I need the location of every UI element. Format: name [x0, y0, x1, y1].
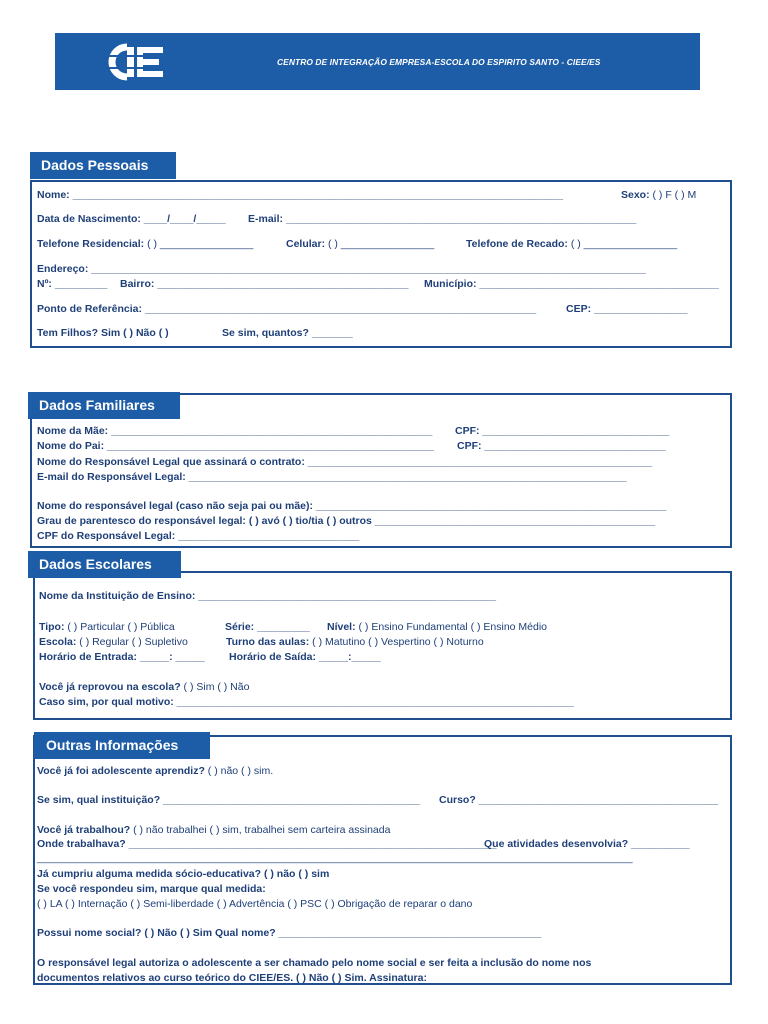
numero-field[interactable]: Nº: _________: [37, 278, 108, 290]
ciee-logo-icon: [105, 42, 171, 82]
nivel-label: Nível:: [327, 621, 356, 633]
celular-field[interactable]: [286, 238, 434, 251]
cep-field[interactable]: CEP: ________________: [566, 303, 688, 315]
recado-field[interactable]: [466, 238, 677, 251]
entrada-field[interactable]: Horário de Entrada: _____: _____: [39, 651, 205, 663]
sexo-field[interactable]: [621, 189, 696, 202]
bairro-field[interactable]: Bairro: ___________________________________________: [120, 278, 409, 290]
recado-value[interactable]: ( ) ________________: [567, 238, 678, 250]
tab-dados-familiares: Dados Familiares: [28, 392, 180, 419]
tab-dados-escolares: Dados Escolares: [28, 551, 181, 578]
tipo-field[interactable]: [39, 621, 175, 634]
email-field[interactable]: E-mail: ____________________________________________________________: [248, 213, 637, 225]
curso-field[interactable]: Curso? _________________________________________: [439, 794, 719, 806]
instituicao-aprendiz-field[interactable]: Se sim, qual instituição? ____________________________________________: [37, 794, 420, 806]
recado-label: Telefone de Recado:: [466, 238, 568, 250]
sexo-label: Sexo:: [621, 189, 650, 201]
responsavel-field[interactable]: Nome do Responsável Legal que assinará o contrato: ___________________________________________________________: [37, 456, 653, 468]
responsavel-email-field[interactable]: E-mail do Responsável Legal: ___________________________________________________________________________: [37, 471, 627, 483]
referencia-field[interactable]: Ponto de Referência: ___________________________________________________________________: [37, 303, 537, 315]
celular-label: Celular:: [286, 238, 326, 250]
municipio-field[interactable]: Município: _________________________________________: [424, 278, 719, 290]
autoriza-text-2[interactable]: documentos relativos ao curso teórico do CIEE/ES. ( ) Não ( ) Sim. Assinatura:: [37, 972, 427, 984]
medidas-options[interactable]: ( ) LA ( ) Internação ( ) Semi-liberdade ( ) Advertência ( ) PSC ( ) Obrigação de reparar o dano: [37, 898, 473, 910]
motivo-field[interactable]: Caso sim, por qual motivo: ____________________________________________________________________: [39, 696, 574, 708]
turno-options[interactable]: ( ) Matutino ( ) Vespertino ( ) Noturno: [309, 636, 484, 648]
trabalhou-label: Você já trabalhou?: [37, 824, 131, 836]
telefone-value[interactable]: ( ) ________________: [144, 238, 254, 250]
pai-cpf-field[interactable]: CPF: _______________________________: [457, 440, 666, 452]
reprovou-field[interactable]: [39, 681, 249, 694]
reprovou-options[interactable]: ( ) Sim ( ) Não: [180, 681, 250, 693]
responsavel-outro-field[interactable]: Nome do responsável legal (caso não seja pai ou mãe): ____________________________________________________________: [37, 500, 667, 512]
celular-value[interactable]: ( ) ________________: [325, 238, 435, 250]
cpf-responsavel-field[interactable]: CPF do Responsável Legal: _______________________________: [37, 530, 360, 542]
turno-label: Turno das aulas:: [226, 636, 310, 648]
mae-cpf-field[interactable]: CPF: ________________________________: [455, 425, 670, 437]
serie-field[interactable]: Série: _________: [225, 621, 310, 633]
aprendiz-options[interactable]: ( ) não ( ) sim.: [204, 765, 274, 777]
telefone-field[interactable]: [37, 238, 253, 251]
mae-field[interactable]: Nome da Mãe: _______________________________________________________: [37, 425, 433, 437]
tab-outras-informacoes: Outras Informações: [34, 732, 210, 759]
nivel-options[interactable]: ( ) Ensino Fundamental ( ) Ensino Médio: [355, 621, 548, 633]
tipo-label: Tipo:: [39, 621, 65, 633]
header-banner: [55, 33, 700, 90]
turno-field[interactable]: [226, 636, 484, 649]
medida-field[interactable]: [37, 868, 329, 881]
nivel-field[interactable]: [327, 621, 547, 634]
aprendiz-label: Você já foi adolescente aprendiz?: [37, 765, 205, 777]
filhos-field[interactable]: Tem Filhos? Sim ( ) Não ( ): [37, 327, 169, 339]
nome-field[interactable]: Nome: ____________________________________________________________________________________: [37, 189, 564, 201]
saida-field[interactable]: Horário de Saída: _____:_____: [229, 651, 381, 663]
medida-label: Já cumpriu alguma medida sócio-educativa? ( ) não ( ) sim: [37, 868, 330, 880]
sexo-options[interactable]: ( ) F ( ) M: [649, 189, 697, 201]
escola-label: Escola:: [39, 636, 77, 648]
separator-line: ______________________________________________________________________________________________________: [37, 852, 633, 864]
telefone-label: Telefone Residencial:: [37, 238, 145, 250]
escola-field[interactable]: [39, 636, 188, 649]
header-title: CENTRO DE INTEGRAÇÃO EMPRESA-ESCOLA DO ESPIRITO SANTO - CIEE/ES: [277, 57, 601, 67]
autoriza-text-1: O responsável legal autoriza o adolescente a ser chamado pelo nome social e ser feita a inclusão do nome nos: [37, 957, 592, 969]
trabalhou-options[interactable]: ( ) não trabalhei ( ) sim, trabalhei sem carteira assinada: [130, 824, 391, 836]
nome-social-field[interactable]: Possui nome social? ( ) Não ( ) Sim Qual nome? _____________________________________________: [37, 927, 542, 939]
instituicao-field[interactable]: Nome da Instituição de Ensino: ___________________________________________________: [39, 590, 497, 602]
grau-parentesco-field[interactable]: Grau de parentesco do responsável legal: ( ) avó ( ) tio/tia ( ) outros ________________________________________________: [37, 515, 656, 527]
tab-dados-pessoais: Dados Pessoais: [30, 152, 176, 179]
pai-field[interactable]: Nome do Pai: ________________________________________________________: [37, 440, 435, 452]
atividades-field[interactable]: Que atividades desenvolvia? __________: [484, 838, 690, 850]
trabalhou-field[interactable]: [37, 824, 390, 837]
onde-trabalhava-field[interactable]: Onde trabalhava? _______________________________________________________________: [37, 838, 497, 850]
tipo-options[interactable]: ( ) Particular ( ) Pública: [64, 621, 175, 633]
aprendiz-field[interactable]: [37, 765, 273, 778]
marque-medida-label: Se você respondeu sim, marque qual medida:: [37, 883, 266, 895]
escola-options[interactable]: ( ) Regular ( ) Supletivo: [76, 636, 188, 648]
nascimento-field[interactable]: Data de Nascimento: ____/____/_____: [37, 213, 226, 225]
endereco-field[interactable]: Endereço: _______________________________________________________________________________________________: [37, 263, 647, 275]
reprovou-label: Você já reprovou na escola?: [39, 681, 181, 693]
quantos-field[interactable]: Se sim, quantos? _______: [222, 327, 353, 339]
